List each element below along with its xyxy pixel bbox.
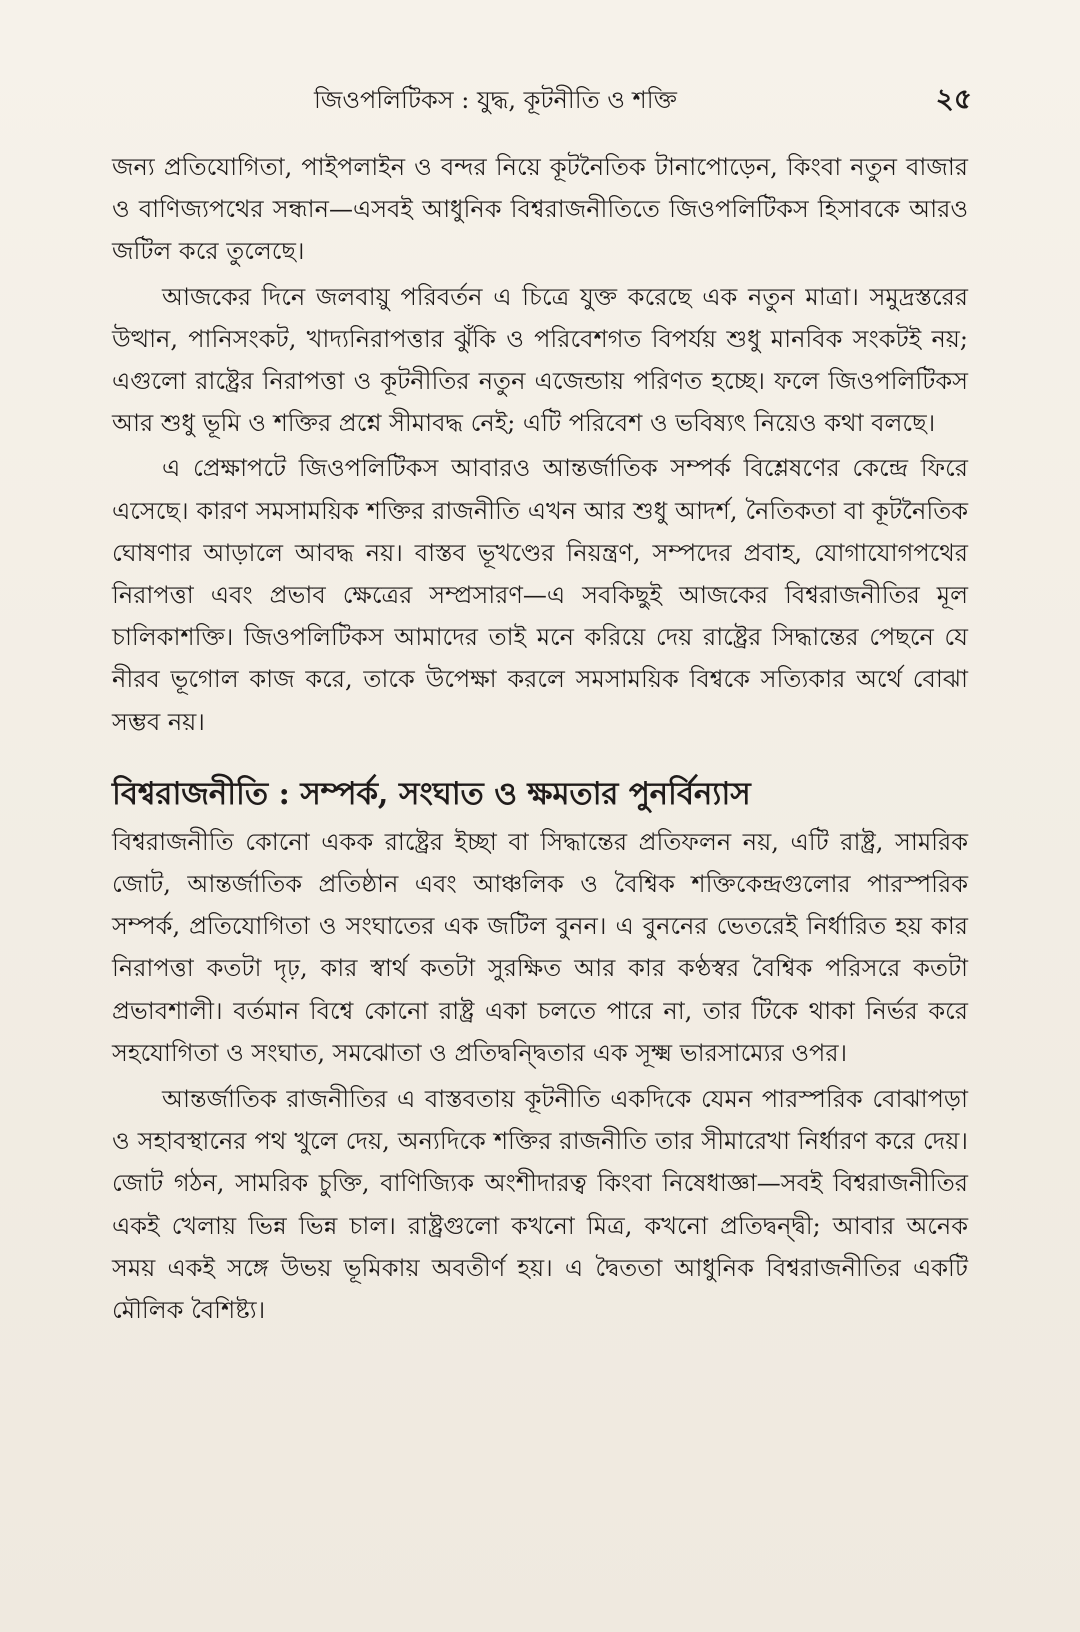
page-header <box>0 82 1080 126</box>
body-paragraph-3: এ প্রেক্ষাপটে জিওপলিটিকস আবারও আন্তর্জাতিক সম্পর্ক বিশ্লেষণের কেন্দ্রে ফিরে এসেছে। কারণ সমসাময়িক শক্তির রাজনীতি এখন আর শুধু আদর্শ, নৈতিকতা বা কূটনৈতিক ঘোষণার আড়ালে আবদ্ধ নয়। বাস্তব ভূখণ্ডের নিয়ন্ত্রণ, সম্পদের প্রবাহ, যোগাযোগপথের নিরাপত্তা এবং প্রভাব ক্ষেত্রের সম্প্রসারণ—এ সবকিছুই আজকের বিশ্বরাজনীতির মূল চালিকাশক্তি। জিওপলিটিকস আমাদের তাই মনে করিয়ে দেয় রাষ্ট্রের সিদ্ধান্তের পেছনে যে নীরব ভূগোল কাজ করে, তাকে উপেক্ষা করলে সমসাময়িক বিশ্বকে সত্যিকার অর্থে বোঝা সম্ভব নয়। <box>112 454 968 736</box>
body-paragraph-1: জন্য প্রতিযোগিতা, পাইপলাইন ও বন্দর নিয়ে কূটনৈতিক টানাপোড়েন, কিংবা নতুন বাজার ও বাণিজ্যপথের সন্ধান—এসবই আধুনিক বিশ্বরাজনীতিতে জিওপলিটিকস হিসাবকে আরও জটিল করে তুলেছে। <box>112 153 968 266</box>
running-title: জিওপলিটিকস : যুদ্ধ, কূটনীতি ও শক্তি <box>314 86 677 114</box>
section-paragraph-2: আন্তর্জাতিক রাজনীতির এ বাস্তবতায় কূটনীতি একদিকে যেমন পারস্পরিক বোঝাপড়া ও সহাবস্থানের পথ খুলে দেয়, অন্যদিকে শক্তির রাজনীতি তার সীমারেখা নির্ধারণ করে দেয়। জোট গঠন, সামরিক চুক্তি, বাণিজ্যিক অংশীদারত্ব কিংবা নিষেধাজ্ঞা—সবই বিশ্বরাজনীতির একই খেলায় ভিন্ন ভিন্ন চাল। রাষ্ট্রগুলো কখনো মিত্র, কখনো প্রতিদ্বন্দ্বী; আবার অনেক সময় একই সঙ্গে উভয় ভূমিকায় অবতীর্ণ হয়। এ দ্বৈততা আধুনিক বিশ্বরাজনীতির একটি মৌলিক বৈশিষ্ট্য। <box>112 1085 968 1325</box>
page-content <box>112 146 968 1331</box>
page-number: ২৫ <box>935 82 972 115</box>
section-paragraph-1: বিশ্বরাজনীতি কোনো একক রাষ্ট্রের ইচ্ছা বা সিদ্ধান্তের প্রতিফলন নয়, এটি রাষ্ট্র, সামরিক জোট, আন্তর্জাতিক প্রতিষ্ঠান এবং আঞ্চলিক ও বৈশ্বিক শক্তিকেন্দ্রগুলোর পারস্পরিক সম্পর্ক, প্রতিযোগিতা ও সংঘাতের এক জটিল বুনন। এ বুননের ভেতরেই নির্ধারিত হয় কার নিরাপত্তা কতটা দৃঢ়, কার স্বার্থ কতটা সুরক্ষিত আর কার কণ্ঠস্বর বৈশ্বিক পরিসরে কতটা প্রভাবশালী। বর্তমান বিশ্বে কোনো রাষ্ট্র একা চলতে পারে না, তার টিকে থাকা নির্ভর করে সহযোগিতা ও সংঘাত, সমঝোতা ও প্রতিদ্বন্দ্বিতার এক সূক্ষ্ম ভারসাম্যের ওপর। <box>112 827 968 1067</box>
body-paragraph-2: আজকের দিনে জলবায়ু পরিবর্তন এ চিত্রে যুক্ত করেছে এক নতুন মাত্রা। সমুদ্রস্তরের উত্থান, পানিসংকট, খাদ্যনিরাপত্তার ঝুঁকি ও পরিবেশগত বিপর্যয় শুধু মানবিক সংকটই নয়; এগুলো রাষ্ট্রের নিরাপত্তা ও কূটনীতির নতুন এজেন্ডায় পরিণত হচ্ছে। ফলে জিওপলিটিকস আর শুধু ভূমি ও শক্তির প্রশ্নে সীমাবদ্ধ নেই; এটি পরিবেশ ও ভবিষ্যৎ নিয়েও কথা বলছে। <box>112 282 968 438</box>
section-heading: বিশ্বরাজনীতি : সম্পর্ক, সংঘাত ও ক্ষমতার পুনর্বিন্যাস <box>112 775 751 812</box>
